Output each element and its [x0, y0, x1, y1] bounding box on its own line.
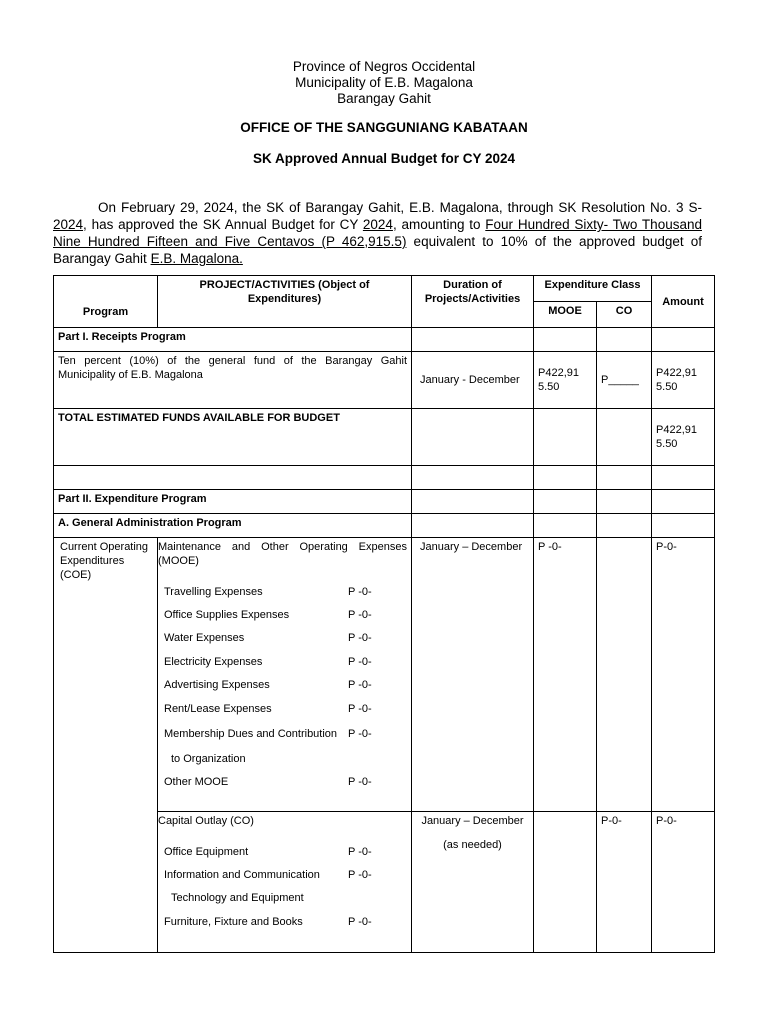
col-expclass-header: Expenditure Class — [534, 276, 652, 302]
budget-title: SK Approved Annual Budget for CY 2024 — [252, 151, 516, 166]
province-line: Province of Negros Occidental — [292, 59, 476, 74]
receipt-mooe: P422,91 5.50 — [534, 352, 597, 409]
part2-row — [54, 490, 715, 514]
total-row — [54, 409, 715, 466]
list-item: to Organization — [171, 753, 246, 766]
blank-row — [54, 466, 715, 490]
col-project-header: PROJECT/ACTIVITIES (Object of Expenditures) — [158, 276, 412, 328]
mooe-items — [158, 580, 407, 794]
receipt-row — [54, 352, 715, 409]
co-items — [158, 840, 407, 934]
co-amount: P-0- — [652, 812, 715, 953]
list-item: Office Supplies Expenses P -0- — [164, 609, 372, 622]
co-title: Capital Outlay (CO) — [158, 815, 254, 827]
mooe-cell — [158, 538, 412, 812]
section-a-row — [54, 514, 715, 538]
part2-label: Part II. Expenditure Program — [54, 490, 412, 514]
col-amount-header: Amount — [652, 276, 715, 328]
co-duration: January – December — [421, 815, 524, 827]
receipt-desc: Ten percent (10%) of the general fund of the Barangay Gahit Municipality of E.B. Magalona — [54, 352, 412, 409]
barangay-line: Barangay Gahit — [337, 91, 431, 106]
mooe-title: Maintenance and Other Operating Expenses (MOOE) — [158, 541, 407, 567]
mooe-class-value: P -0- — [534, 538, 597, 812]
total-label: TOTAL ESTIMATED FUNDS AVAILABLE FOR BUDGET — [54, 409, 412, 466]
col-co-header: CO — [597, 302, 652, 328]
col-program-header: Program — [54, 276, 158, 328]
mooe-amount: P-0- — [652, 538, 715, 812]
table-header-row — [54, 276, 715, 302]
part1-row — [54, 328, 715, 352]
list-item: Technology and Equipment — [171, 892, 304, 905]
list-item: Rent/Lease Expenses P -0- — [164, 702, 372, 715]
part1-label: Part I. Receipts Program — [54, 328, 412, 352]
mooe-duration: January – December — [412, 538, 534, 812]
header-block — [0, 59, 768, 107]
receipt-co: P_____ — [597, 352, 652, 409]
col-duration-header: Duration of Projects/Activities — [412, 276, 534, 328]
list-item: Membership Dues and Contribution P -0- — [164, 727, 372, 740]
office-title: OFFICE OF THE SANGGUNIANG KABATAAN — [240, 120, 528, 135]
coe-program: Current Operating Expenditures (COE) — [54, 538, 158, 953]
col-mooe-header: MOOE — [534, 302, 597, 328]
intro-paragraph: On February 29, 2024, the SK of Barangay Gahit, E.B. Magalona, through SK Resolution No. 3 S-2024, has approved the SK Annual Budget for CY 2024, amounting to Four Hundred Sixty- Two Thousand Nine Hundred Fifteen and Five Centavos (P 462,915.5) equivalent to 10% of the approved budget of Barangay Gahit E.B. Magalona. — [53, 200, 703, 266]
co-cell — [158, 812, 412, 953]
list-item: Travelling Expenses P -0- — [164, 585, 372, 598]
budget-table — [53, 275, 715, 953]
total-amount: P422,91 5.50 — [652, 409, 715, 466]
coe-mooe-row — [54, 538, 715, 812]
list-item: Advertising Expenses P -0- — [164, 679, 372, 692]
receipt-duration: January - December — [412, 352, 534, 409]
receipt-amount: P422,91 5.50 — [652, 352, 715, 409]
list-item: Electricity Expenses P -0- — [164, 655, 372, 668]
list-item: Information and Communication P -0- — [164, 869, 372, 882]
co-note: (as needed) — [443, 839, 502, 851]
list-item: Water Expenses P -0- — [164, 632, 372, 645]
municipality-line: Municipality of E.B. Magalona — [295, 75, 473, 90]
list-item: Furniture, Fixture and Books P -0- — [164, 915, 372, 928]
co-class-value: P-0- — [597, 812, 652, 953]
list-item: Other MOOE P -0- — [164, 776, 372, 789]
list-item: Office Equipment P -0- — [164, 845, 372, 858]
co-duration-cell — [412, 812, 534, 953]
section-a-label: A. General Administration Program — [54, 514, 412, 538]
